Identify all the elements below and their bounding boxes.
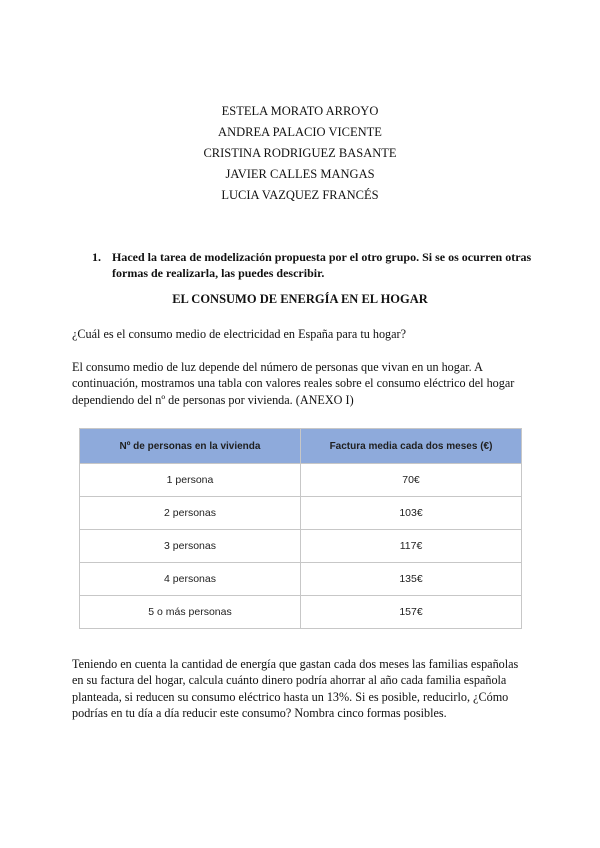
author-name: ESTELA MORATO ARROYO	[221, 104, 379, 118]
cell-bill: 103€	[301, 497, 522, 530]
outro-paragraph: Teniendo en cuenta la cantidad de energía que gastan cada dos meses las familias españolas en su factura del hogar, calcula cuánto dinero podría ahorrar al año cada familia española planteada, si reducen su consumo eléctrico hasta un 13%. Si es posible, reducirlo, ¿Cómo podrías en tu día a día reducir este consumo? Nombra cinco formas posibles.	[72, 657, 519, 720]
table-row	[80, 464, 522, 497]
section-title: EL CONSUMO DE ENERGÍA EN EL HOGAR	[172, 292, 428, 306]
author-name: JAVIER CALLES MANGAS	[225, 167, 375, 181]
author-name: LUCIA VAZQUEZ FRANCÉS	[221, 188, 379, 202]
intro-paragraph: El consumo medio de luz depende del número de personas que vivan en un hogar. A continuación, mostramos una tabla con valores reales sobre el consumo eléctrico del hogar dependiendo del nº de personas por vivienda. (ANEXO I)	[72, 360, 515, 407]
table-row	[80, 563, 522, 596]
cell-bill: 135€	[301, 563, 522, 596]
table-row	[80, 530, 522, 563]
author-name: CRISTINA RODRIGUEZ BASANTE	[203, 146, 397, 160]
header-bill: Factura media cada dos meses (€)	[301, 429, 522, 464]
question-paragraph: ¿Cuál es el consumo medio de electricidad en España para tu hogar?	[72, 327, 407, 341]
table-row	[80, 497, 522, 530]
table-row	[80, 596, 522, 629]
cell-bill: 157€	[301, 596, 522, 629]
cell-bill: 70€	[301, 464, 522, 497]
author-list	[0, 101, 600, 206]
task-text: Haced la tarea de modelización propuesta por el otro grupo. Si se os ocurren otras formas de realizarla, las puedes describir.	[112, 250, 532, 280]
cell-persons: 4 personas	[80, 563, 301, 596]
cell-persons: 3 personas	[80, 530, 301, 563]
cell-persons: 1 persona	[80, 464, 301, 497]
cell-persons: 5 o más personas	[80, 596, 301, 629]
cell-bill: 117€	[301, 530, 522, 563]
consumption-table	[79, 428, 522, 629]
table-header-row	[80, 429, 522, 464]
author-name: ANDREA PALACIO VICENTE	[218, 125, 382, 139]
header-persons: Nº de personas en la vivienda	[80, 429, 301, 464]
task-number: 1.	[92, 250, 101, 264]
cell-persons: 2 personas	[80, 497, 301, 530]
